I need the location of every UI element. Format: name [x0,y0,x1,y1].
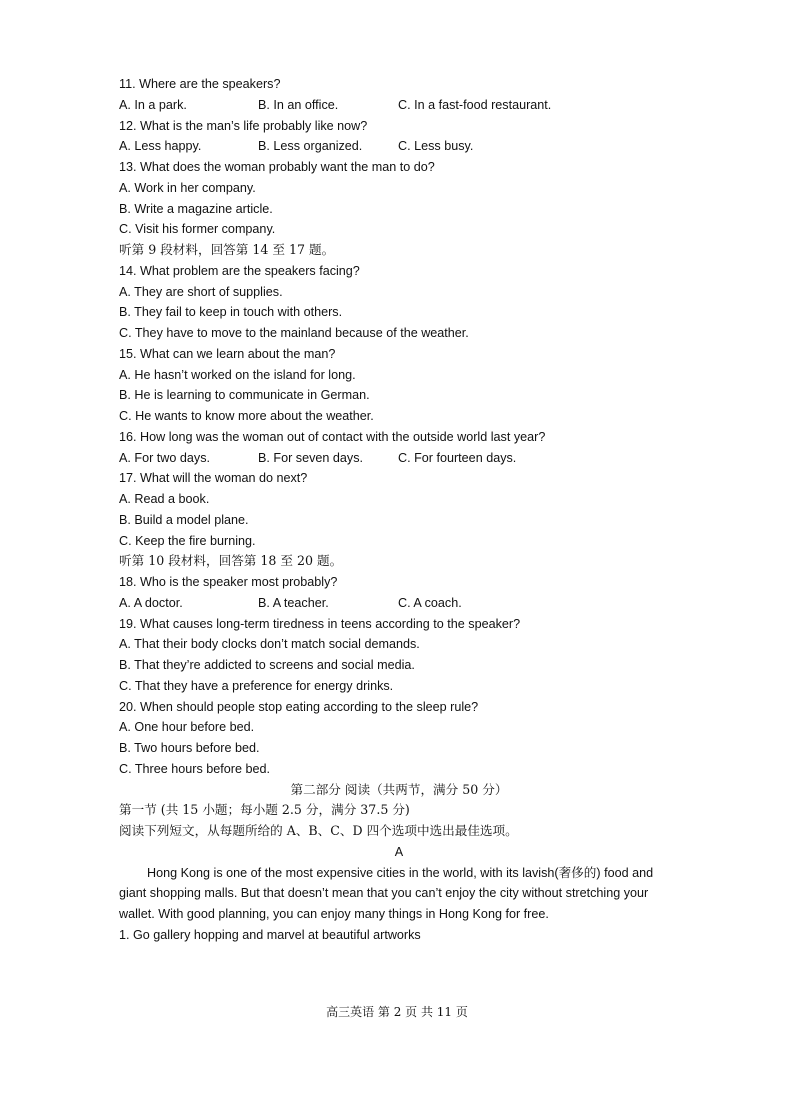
passage-item-1: 1. Go gallery hopping and marvel at beautiful artworks [119,927,421,942]
question-12: 12. What is the man’s life probably like now? [119,118,368,133]
option-19-a: A. That their body clocks don’t match social demands. [119,637,420,652]
options-12 [119,136,679,157]
option-17-b: B. Build a model plane. [119,512,249,527]
option-12-b: B. Less organized. [258,139,363,154]
options-16 [119,448,679,469]
reading-instructions: 阅读下列短文，从每题所给的 A、B、C、D 四个选项中选出最佳选项。 [119,823,518,838]
passage-line-2: giant shopping malls. But that doesn’t mean that you can’t enjoy the city without stretching your [119,886,649,901]
question-20: 20. When should people stop eating according to the sleep rule? [119,699,479,714]
reading-part-title: 第二部分 阅读（共两节，满分 50 分） [290,781,508,797]
passage-line-1: Hong Kong is one of the most expensive cities in the world, with its lavish(奢侈的) food and [147,865,654,880]
option-20-a: A. One hour before bed. [119,720,255,735]
reading-section-1: 第一节 (共 15 小题；每小题 2.5 分，满分 37.5 分) [119,802,410,818]
option-11-a: A. In a park. [119,97,187,112]
option-20-b: B. Two hours before bed. [119,741,260,755]
question-17: 17. What will the woman do next? [119,471,308,486]
question-15: 15. What can we learn about the man? [119,346,336,361]
option-15-c: C. He wants to know more about the weather. [119,409,374,423]
question-19: 19. What causes long-term tiredness in teens according to the speaker? [119,616,521,631]
options-18 [119,593,679,614]
passage-line-3: wallet. With good planning, you can enjoy many things in Hong Kong for free. [119,907,549,921]
option-14-a: A. They are short of supplies. [119,284,283,299]
option-15-b: B. He is learning to communicate in German. [119,388,370,403]
question-16: 16. How long was the woman out of contact with the outside world last year? [119,429,546,444]
option-18-a: A. A doctor. [119,595,183,610]
question-11: 11. Where are the speakers? [119,77,281,91]
option-13-b: B. Write a magazine article. [119,201,273,216]
option-18-b: B. A teacher. [258,595,329,610]
question-13: 13. What does the woman probably want the man to do? [119,160,435,174]
option-14-b: B. They fail to keep in touch with others. [119,305,343,320]
option-11-b: B. In an office. [258,97,339,112]
option-16-c: C. For fourteen days. [398,450,517,465]
section-9-instruction: 听第 9 段材料，回答第 14 至 17 题。 [119,242,335,257]
option-12-a: A. Less happy. [119,139,202,154]
option-17-a: A. Read a book. [119,492,210,506]
option-11-c: C. In a fast-food restaurant. [398,97,552,112]
option-13-a: A. Work in her company. [119,180,256,195]
option-14-c: C. They have to move to the mainland because of the weather. [119,326,469,340]
option-16-b: B. For seven days. [258,450,363,465]
section-10-instruction: 听第 10 段材料，回答第 18 至 20 题。 [119,553,343,569]
question-14: 14. What problem are the speakers facing? [119,263,360,278]
option-16-a: A. For two days. [119,450,210,465]
option-19-c: C. That they have a preference for energy drinks. [119,678,394,693]
option-19-b: B. That they’re addicted to screens and social media. [119,658,415,672]
exam-content [119,74,679,946]
option-12-c: C. Less busy. [398,139,474,154]
option-20-c: C. Three hours before bed. [119,761,270,776]
passage-label: A [394,844,404,859]
option-13-c: C. Visit his former company. [119,222,276,237]
option-17-c: C. Keep the fire burning. [119,533,256,548]
question-18: 18. Who is the speaker most probably? [119,575,338,589]
option-15-a: A. He hasn’t worked on the island for long. [119,367,356,382]
page-footer: 高三英语 第 2 页 共 11 页 [326,1005,468,1019]
options-11 [119,95,679,116]
option-18-c: C. A coach. [398,595,462,610]
